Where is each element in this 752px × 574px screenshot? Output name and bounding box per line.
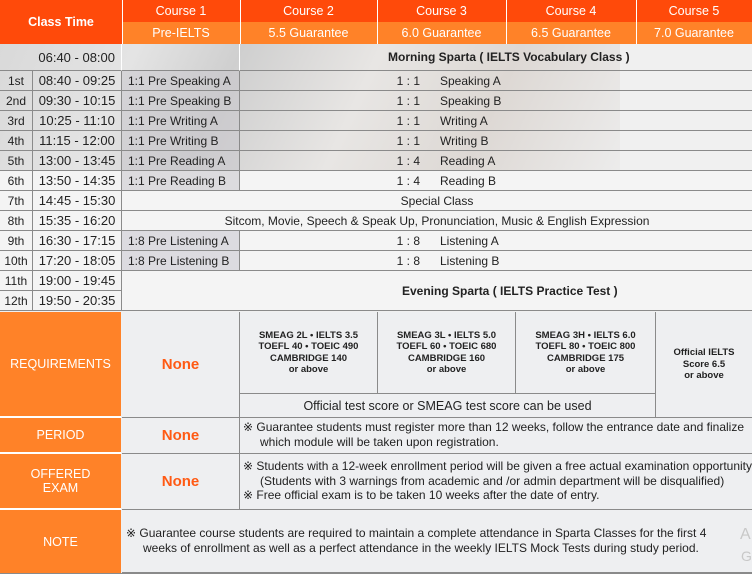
note-label [0, 510, 121, 573]
period-number: 10th [0, 251, 33, 271]
req-line: SMEAG 2L • IELTS 3.5 [258, 329, 359, 341]
subject: Writing A [440, 113, 488, 128]
evening-sparta [122, 271, 752, 311]
course1-class: 1:1 Pre Reading B [122, 171, 240, 191]
requirements-course3 [377, 312, 516, 394]
note-label-text: NOTE [43, 534, 78, 549]
guarantee-class [240, 111, 752, 131]
course-4-level [506, 22, 636, 44]
req-line: Official IELTS [673, 347, 735, 359]
offered-exam-label [0, 454, 121, 510]
req-line: CAMBRIDGE 160 [407, 352, 486, 364]
guarantee-class [240, 71, 752, 91]
period-time: 11:15 - 12:00 [33, 131, 122, 151]
period-time: 16:30 - 17:15 [33, 231, 122, 251]
special-class-row [0, 191, 752, 211]
req-line: or above [288, 364, 329, 375]
time-text: 06:40 - 08:00 [38, 49, 115, 65]
watermark-letter: A [740, 526, 751, 543]
period-time: 09:30 - 10:15 [33, 91, 122, 111]
note-line: ※ Guarantee course students are required to maintain a complete attendance in Sparta Classes for the first 4 [126, 526, 707, 540]
requirements-course4 [515, 312, 656, 394]
period-number: 1st [0, 71, 33, 91]
morning-sparta-label: Morning Sparta ( IELTS Vocabulary Class ) [388, 50, 630, 64]
class-time-label: Class Time [28, 15, 94, 29]
course-3-header [377, 0, 506, 22]
subject: Writing B [440, 133, 489, 148]
course-2-header [240, 0, 377, 22]
course-5-level [636, 22, 752, 44]
course-level: 6.5 Guarantee [531, 26, 611, 40]
period-number: 6th [0, 171, 33, 191]
special-class-label: Sitcom, Movie, Speech & Speak Up, Pronunciation, Music & English Expression [224, 213, 650, 228]
note-text [122, 510, 752, 573]
table-row [0, 71, 752, 91]
period-time: 10:25 - 11:10 [33, 111, 122, 131]
table-row [0, 231, 752, 251]
period-number: 7th [0, 191, 33, 211]
period-label [0, 418, 121, 454]
course1-class: 1:1 Pre Speaking B [122, 91, 240, 111]
watermark-letter: G [741, 548, 752, 564]
course1-class: 1:8 Pre Listening B [122, 251, 240, 271]
course-5-header [636, 0, 752, 22]
table-row [0, 171, 752, 191]
subject: Reading B [440, 173, 497, 188]
req-line: TOEFL 40 • TOEIC 490 [258, 341, 359, 352]
period-number: 5th [0, 151, 33, 171]
req-line: SMEAG 3H • IELTS 6.0 [535, 329, 636, 341]
requirements-course1 [122, 312, 240, 418]
guarantee-class [240, 131, 752, 151]
none-value: None [161, 427, 200, 444]
req-line: or above [426, 364, 467, 375]
course-3-level [377, 22, 506, 44]
none-value: None [161, 356, 200, 373]
course1-class: 1:1 Pre Reading A [122, 151, 240, 171]
period-number: 12th [0, 291, 33, 311]
period-number: 11th [0, 271, 33, 291]
course-level: 6.0 Guarantee [401, 26, 482, 40]
subject: Speaking B [440, 93, 502, 108]
course1-class: 1:1 Pre Writing A [122, 111, 240, 131]
subject: Reading A [440, 153, 496, 168]
period-time: 19:00 - 19:45 [33, 271, 122, 291]
offered-exam-line: ※ Free official exam is to be taken 10 weeks after the date of entry. [243, 488, 600, 502]
period-time: 15:35 - 16:20 [33, 211, 122, 231]
course-name: Course 1 [155, 4, 207, 18]
req-line: CAMBRIDGE 175 [546, 352, 625, 364]
req-line: TOEFL 60 • TOEIC 680 [396, 341, 497, 352]
ratio: 1 : 1 [396, 93, 420, 108]
period-time: 17:20 - 18:05 [33, 251, 122, 271]
requirements-course2 [240, 312, 378, 394]
none-value: None [161, 473, 200, 490]
special-class-row [0, 211, 752, 231]
period-line: which module will be taken upon registration. [260, 434, 499, 449]
offered-exam-text [240, 454, 752, 510]
table-row [0, 151, 752, 171]
subject: Listening A [440, 233, 499, 248]
requirements-label [0, 312, 121, 418]
morning-course1 [122, 44, 240, 71]
course1-class: 1:1 Pre Speaking A [122, 71, 240, 91]
course-level: 7.0 Guarantee [654, 26, 734, 40]
table-row [0, 111, 752, 131]
period-time: 13:50 - 14:35 [33, 171, 122, 191]
special-class [122, 191, 752, 211]
morning-sparta-row [0, 44, 752, 71]
requirements-label-text: REQUIREMENTS [10, 357, 111, 371]
course-2-level [240, 22, 377, 44]
course1-class: 1:8 Pre Listening A [122, 231, 240, 251]
req-line: SMEAG 3L • IELTS 5.0 [396, 329, 497, 341]
course-name: Course 3 [416, 4, 467, 18]
requirements-footnote [240, 393, 656, 418]
period-number: 3rd [0, 111, 33, 131]
period-course1 [122, 418, 240, 454]
guarantee-class [240, 91, 752, 111]
period-time: 13:00 - 13:45 [33, 151, 122, 171]
req-line: or above [684, 370, 724, 382]
course1-class: 1:1 Pre Writing B [122, 131, 240, 151]
req-line: TOEFL 80 • TOEIC 800 [535, 341, 636, 352]
req-line: or above [565, 364, 606, 375]
morning-label [240, 44, 752, 71]
guarantee-class [240, 151, 752, 171]
guarantee-class [240, 171, 752, 191]
ratio: 1 : 1 [396, 73, 420, 88]
course-level: 5.5 Guarantee [268, 26, 349, 40]
offered-exam-label-text: OFFERED EXAM [30, 467, 91, 495]
course-4-header [506, 0, 636, 22]
morning-time [0, 44, 122, 71]
course-1-header [122, 0, 240, 22]
subject: Listening B [440, 253, 500, 268]
table-row [0, 91, 752, 111]
period-number: 8th [0, 211, 33, 231]
evening-sparta-label: Evening Sparta ( IELTS Practice Test ) [402, 283, 618, 298]
ratio: 1 : 1 [396, 133, 420, 148]
note-line: weeks of enrollment as well as a perfect attendance in the weekly IELTS Mock Tests during study period. [143, 540, 699, 555]
period-number: 4th [0, 131, 33, 151]
guarantee-class [240, 251, 752, 271]
period-time: 14:45 - 15:30 [33, 191, 122, 211]
ratio: 1 : 4 [396, 153, 420, 168]
period-text [240, 418, 752, 454]
course-1-level [122, 22, 240, 44]
course-level: Pre-IELTS [152, 26, 210, 40]
period-number: 9th [0, 231, 33, 251]
special-class [122, 211, 752, 231]
ratio: 1 : 8 [396, 233, 420, 248]
ratio: 1 : 8 [396, 253, 420, 268]
ratio: 1 : 4 [396, 173, 420, 188]
req-line: Score 6.5 [682, 358, 726, 370]
period-label-text: PERIOD [36, 428, 85, 442]
course-name: Course 4 [545, 4, 597, 18]
subject: Speaking A [440, 73, 501, 88]
footnote-text: Official test score or SMEAG test score can be used [303, 398, 592, 413]
period-line: ※ Guarantee students must register more than 12 weeks, follow the entrance date and finalize [243, 420, 744, 434]
period-time: 08:40 - 09:25 [33, 71, 122, 91]
period-time: 19:50 - 20:35 [33, 291, 122, 311]
req-line: CAMBRIDGE 140 [269, 352, 348, 364]
course-name: Course 2 [283, 4, 334, 18]
table-row [0, 131, 752, 151]
requirements-course5 [655, 312, 752, 418]
ratio: 1 : 1 [396, 113, 420, 128]
course-name: Course 5 [668, 4, 720, 18]
period-number: 2nd [0, 91, 33, 111]
offered-exam-line: ※ Students with a 12-week enrollment period will be given a free actual examination opportunity [243, 459, 752, 473]
guarantee-class [240, 231, 752, 251]
special-class-label: Special Class [400, 193, 474, 208]
class-time-header [0, 0, 122, 44]
offered-exam-line: (Students with 3 warnings from academic and /or admin department will be disqualified) [260, 473, 725, 488]
offered-exam-course1 [122, 454, 240, 510]
table-row [0, 251, 752, 271]
